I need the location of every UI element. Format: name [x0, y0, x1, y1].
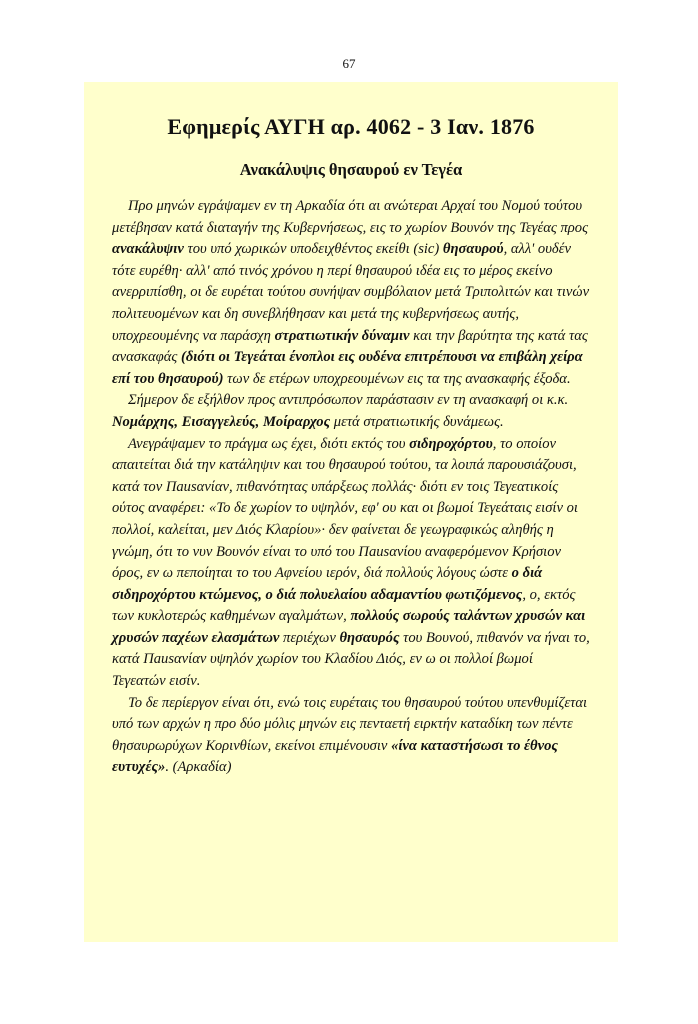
- paragraph-4: [112, 693, 590, 779]
- bold-phrase: Νομάρχης, Εισαγγελεύς, Μοίραρχος: [112, 413, 331, 430]
- bold-phrase: (διότι οι Τεγεάται ένοπλοι εις ουδένα επιτρέπουσι να επιβάλη χείρα επί του θησαυρού): [112, 349, 583, 387]
- paragraph-1: [112, 196, 590, 390]
- paragraph-2: [112, 390, 590, 433]
- article-title: Εφημερίς ΑΥΓΗ αρ. 4062 - 3 Ιαν. 1876: [167, 114, 535, 139]
- paragraph-text: των δε ετέρων υποχρεουμένων εις τα της ανασκαφής έξοδα.: [223, 370, 571, 387]
- paragraph-text: Ανεγράψαμεν το πράγμα ως έχει, διότι εκτός του: [128, 435, 410, 452]
- bold-phrase: ανακάλυψιν: [112, 241, 184, 258]
- paragraph-text: του υπό χωρικών υποδειχθέντος εκείθι (sic): [183, 241, 443, 258]
- paragraph-text: . (Αρκαδία): [165, 759, 232, 776]
- bold-phrase: πολλούς σωρούς ταλάντων χρυσών και χρυσών παχέων ελασμάτων: [112, 608, 586, 646]
- paragraph-text: , αλλ' ουδέν τότε ευρέθη· αλλ' από τινός χρόνου η περί θησαυρού ιδέα εις το μέρος εκείνο ανερριπίσθη, οι δε ευρέται τούτου συνήψαν συμβόλαιον μετά Τριπολιτών και τινών πολιτευομένων και δη συνεβλήθησαν και μετά της κυβερνήσεως αυτής, υποχρεουμένης να παράσχη: [112, 241, 590, 344]
- article-body: [112, 196, 590, 779]
- paragraph-text: περιέχων: [279, 629, 340, 646]
- article-subtitle: Ανακάλυψις θησαυρού εν Τεγέα: [239, 160, 463, 179]
- paragraph-text: του Βουνού, πιθανόν να ήναι το, κατά Πausανίαν υψηλόν χωρίον του Κλαδίου Διός, εν ω οι πολλοί βωμοί Τεγεατών εισίν.: [112, 629, 590, 690]
- paragraph-text: και την βαρύτητα της κατά τας ανασκαφάς: [112, 327, 588, 366]
- paragraph-3: [112, 434, 590, 693]
- article-panel: [84, 82, 618, 942]
- bold-phrase: θησαυρός: [339, 629, 400, 646]
- bold-phrase: ο διά σιδηροχόρτου κτώμενος, ο διά πολυελαίου αδαμαντίου φωτιζόμενος: [112, 565, 543, 603]
- bold-phrase: «ίνα καταστήσωσι το έθνος ευτυχές»: [112, 737, 558, 776]
- paragraph-text: μετά στρατιωτικής δυνάμεως.: [330, 413, 504, 430]
- bold-phrase: σιδηροχόρτου: [409, 435, 493, 452]
- paragraph-text: Το δε περίεργον είναι ότι, ενώ τοις ευρέταις του θησαυρού τούτου υπενθυμίζεται υπό των αρχών η προ δύο μόλις μηνών εις πενταετή ειρκτήν καταδίκη των πέντε θησαυρωρύχων Κορινθίων, εκείνοι επιμένουσιν: [112, 694, 588, 754]
- paragraph-text: , ο, εκτός των κυκλοτερώς καθημένων αγαλμάτων,: [112, 586, 576, 625]
- paragraph-text: Προ μηνών εγράψαμεν εν τη Αρκαδία ότι αι ανώτεραι Αρχαί του Νομού τούτου μετέβησαν κατά διαταγήν της Κυβερνήσεως, εις το χωρίον Βουνόν της Τεγέας προς: [112, 198, 589, 236]
- paragraph-text: Σήμερον δε εξήλθον προς αντιπρόσωπον παράστασιν εν τη ανασκαφή οι κ.κ.: [128, 392, 569, 409]
- paragraph-text: , το οποίον απαιτείται διά την κατάληψιν και του θησαυρού τούτου, τα λοιπά παρουσιάζουσι, κατά τον Πausανίαν, πιθανότητας υπάρξεως πολλάς· διότι εν τοις Τεγεατικοίς ούτος αναφέρει: «Το δε χωρίον το υψηλόν, εφ' ου και οι βωμοί Τεγεάταις εισίν οι πολλοί, καλείται, μεν Διός Κλαρίου»· δεν φαίνεται δε γεωγραφικώς αληθής η γνώμη, ότι το νυν Βουνόν είναι το υπό του Πausανίου αναφερόμενον Κρήσιον όρος, εν ω πεποίηται το του Αφνείου ιερόν, διά πολλούς λόγους ώστε: [112, 435, 578, 582]
- bold-phrase: θησαυρού: [442, 241, 504, 258]
- page-number: 67: [342, 56, 356, 71]
- bold-phrase: στρατιωτικήν δύναμιν: [274, 327, 410, 344]
